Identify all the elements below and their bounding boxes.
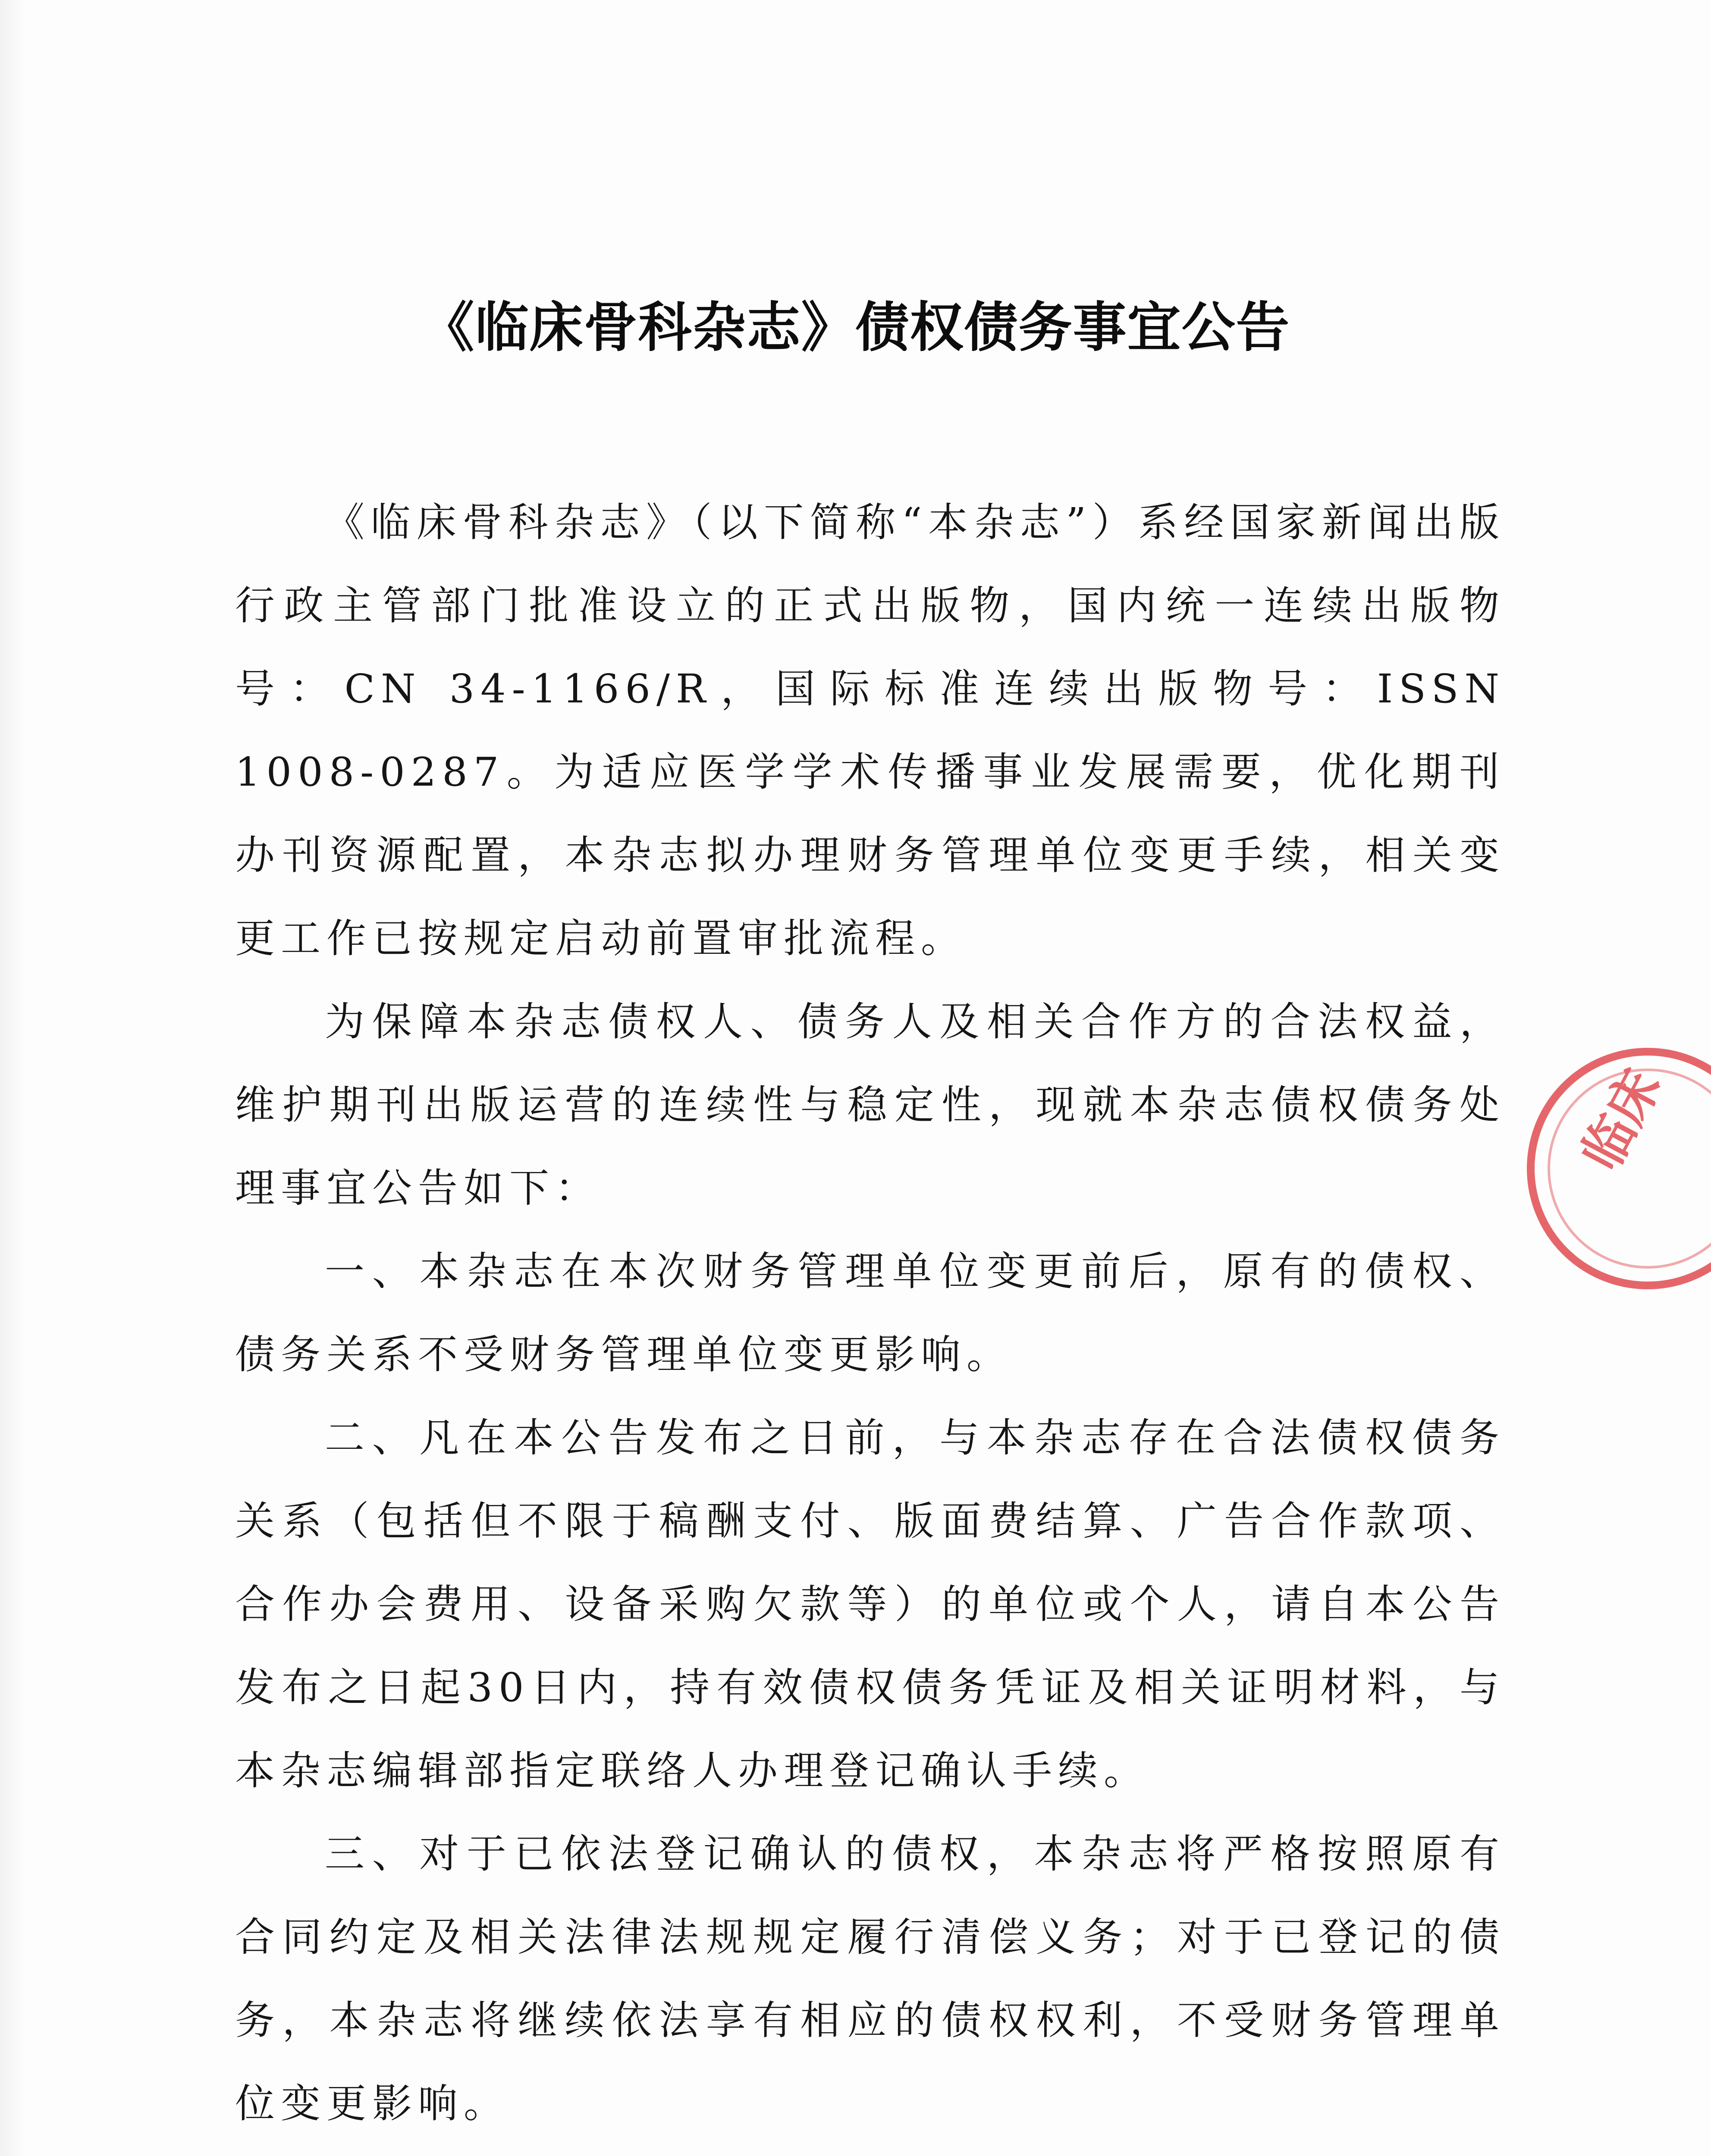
paragraph-item-2: 二、凡在本公告发布之日前，与本杂志存在合法债权债务关系（包括但不限于稿酬支付、版面费结算、广告合作款项、合作办会费用、设备采购欠款等）的单位或个人，请自本公告发布之日起30日内，持有效债权债务凭证及相关证明材料，与本杂志编辑部指定联络人办理登记确认手续。 — [235, 1415, 1505, 1794]
document-body — [235, 481, 1505, 2145]
paragraph-item-1: 一、本杂志在本次财务管理单位变更前后，原有的债权、债务关系不受财务管理单位变更影响。 — [235, 1248, 1505, 1378]
official-seal — [1527, 1048, 1711, 1289]
paragraph-intro: 《临床骨科杂志》（以下简称“本杂志”）系经国家新闻出版行政主管部门批准设立的正式出版物，国内统一连续出版物号：CN 34-1166/R，国际标准连续出版物号：ISSN 1008-0287。为适应医学学术传播事业发展需要，优化期刊办刊资源配置，本杂志拟办理财务管理单位变更手续，相关变更工作已按规定启动前置审批流程。 — [235, 499, 1505, 962]
seal-text: 临床 — [1571, 1060, 1673, 1180]
document-title: 《临床骨科杂志》债权债务事宜公告 — [421, 297, 1290, 359]
paragraph-purpose: 为保障本杂志债权人、债务人及相关合作方的合法权益，维护期刊出版运营的连续性与稳定性，现就本杂志债权债务处理事宜公告如下： — [235, 999, 1505, 1211]
paragraph-item-3: 三、对于已依法登记确认的债权，本杂志将严格按照原有合同约定及相关法律法规规定履行清偿义务；对于已登记的债务，本杂志将继续依法享有相应的债权权利，不受财务管理单位变更影响。 — [235, 1831, 1505, 2127]
